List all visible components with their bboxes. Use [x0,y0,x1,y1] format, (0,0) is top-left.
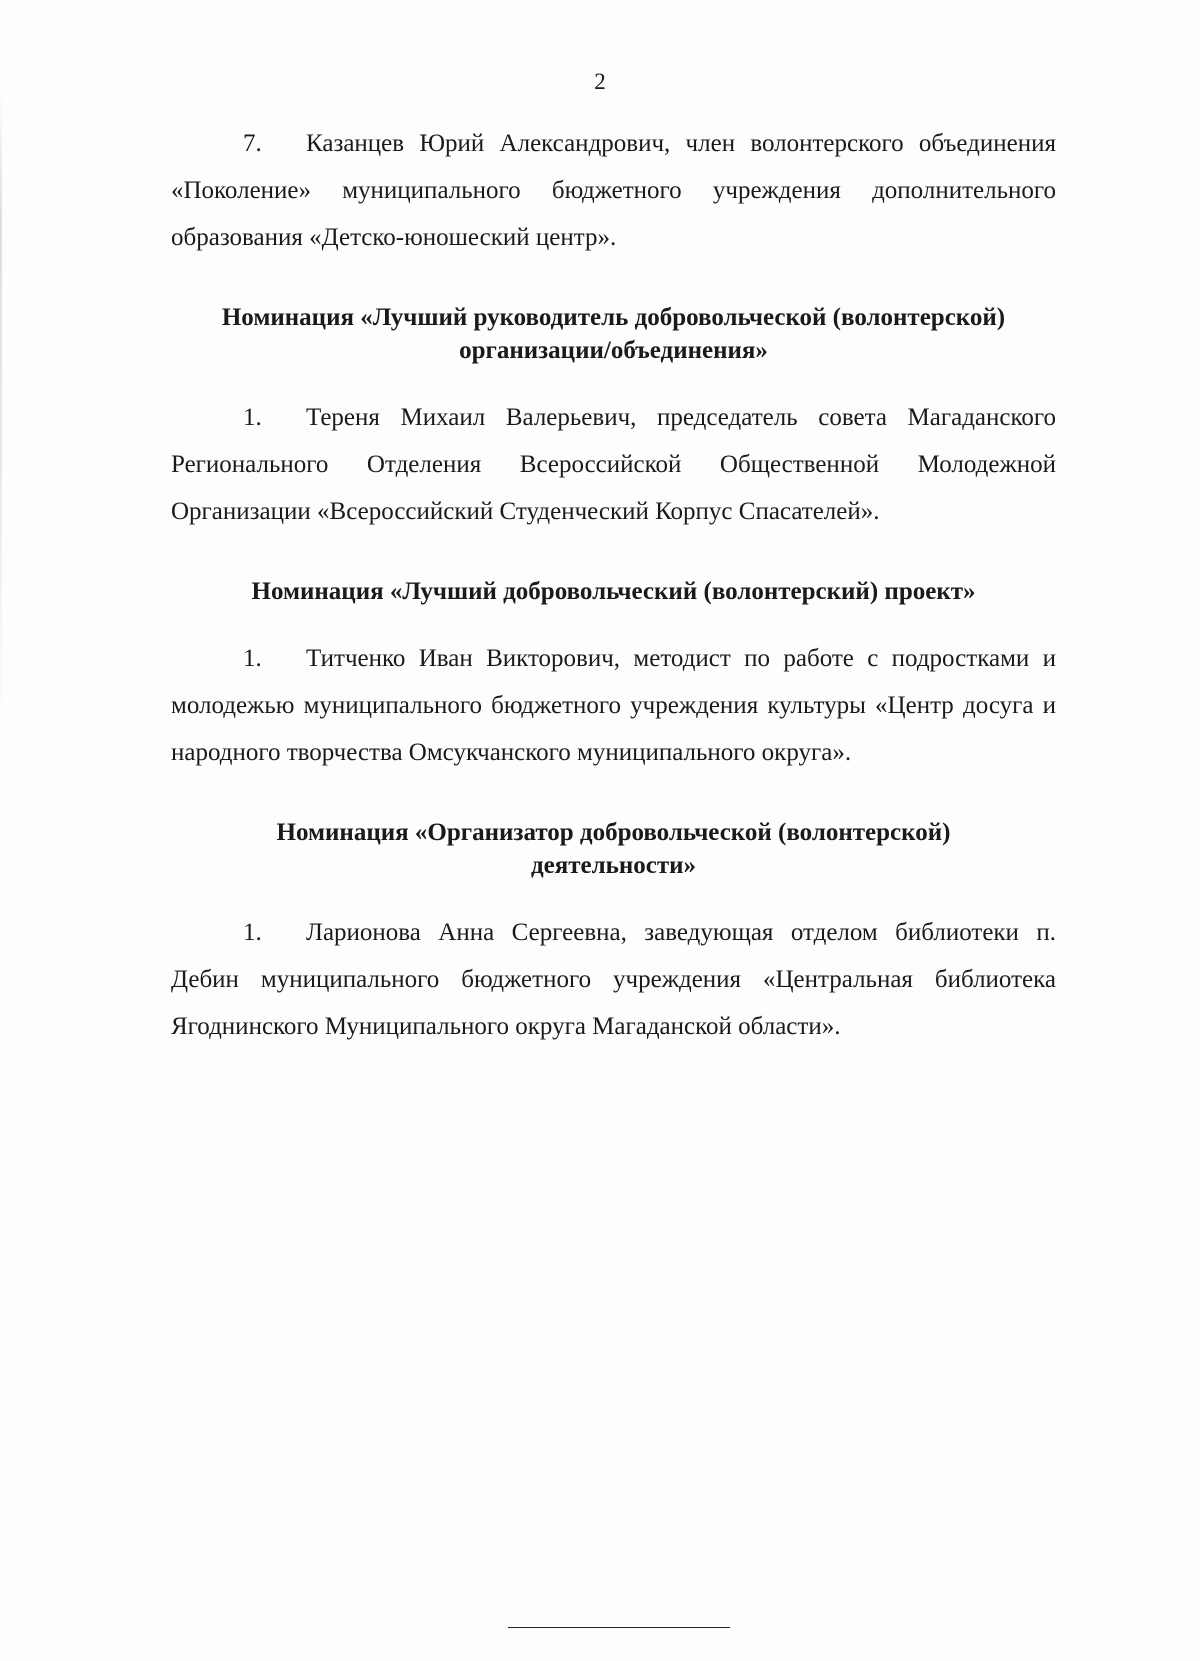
heading-line: Номинация «Лучший добровольческий (волонтерский) проект» [251,578,976,605]
heading-line: деятельности» [530,852,697,879]
item-number: 1. [243,919,262,946]
heading-line: организации/объединения» [459,337,768,364]
item-number: 7. [243,130,262,157]
scan-shadow-edge [0,90,2,730]
spacer [171,261,1056,301]
item-number: 1. [243,404,262,431]
spacer [171,882,1056,909]
list-item [171,120,1056,261]
item-text: Титченко Иван Викторович, методист по работе с подростками и молодежью муниципального бюджетного учреждения культуры «Центр досуга и народного творчества Омсукчанского муниципального округа». [171,645,1056,766]
nomination-heading [171,301,1056,367]
nomination-heading [171,816,1056,882]
item-text: Казанцев Юрий Александрович, член волонтерского объединения «Поколение» муниципального бюджетного учреждения дополнительного образования «Детско-юношеский центр». [171,130,1056,251]
document-body [171,120,1056,1050]
item-text: Тереня Михаил Валерьевич, председатель совета Магаданского Регионального Отделения Всероссийской Общественной Молодежной Организации «Всероссийский Студенческий Корпус Спасателей». [171,404,1056,525]
spacer [171,367,1056,394]
list-item [171,635,1056,776]
item-text: Ларионова Анна Сергеевна, заведующая отделом библиотеки п. Дебин муниципального бюджетного учреждения «Центральная библиотека Ягоднинского Муниципального округа Магаданской области». [171,919,1056,1040]
heading-line: Номинация «Лучший руководитель добровольческой (волонтерской) [221,304,1006,331]
item-number: 1. [243,645,262,672]
list-item [171,394,1056,535]
heading-line: Номинация «Организатор добровольческой (волонтерской) [276,819,951,846]
list-item [171,909,1056,1050]
spacer [171,608,1056,635]
page-number: 2 [594,69,606,94]
spacer [171,535,1056,575]
end-of-document-rule [508,1627,730,1628]
nomination-heading [171,575,1056,608]
spacer [171,776,1056,816]
